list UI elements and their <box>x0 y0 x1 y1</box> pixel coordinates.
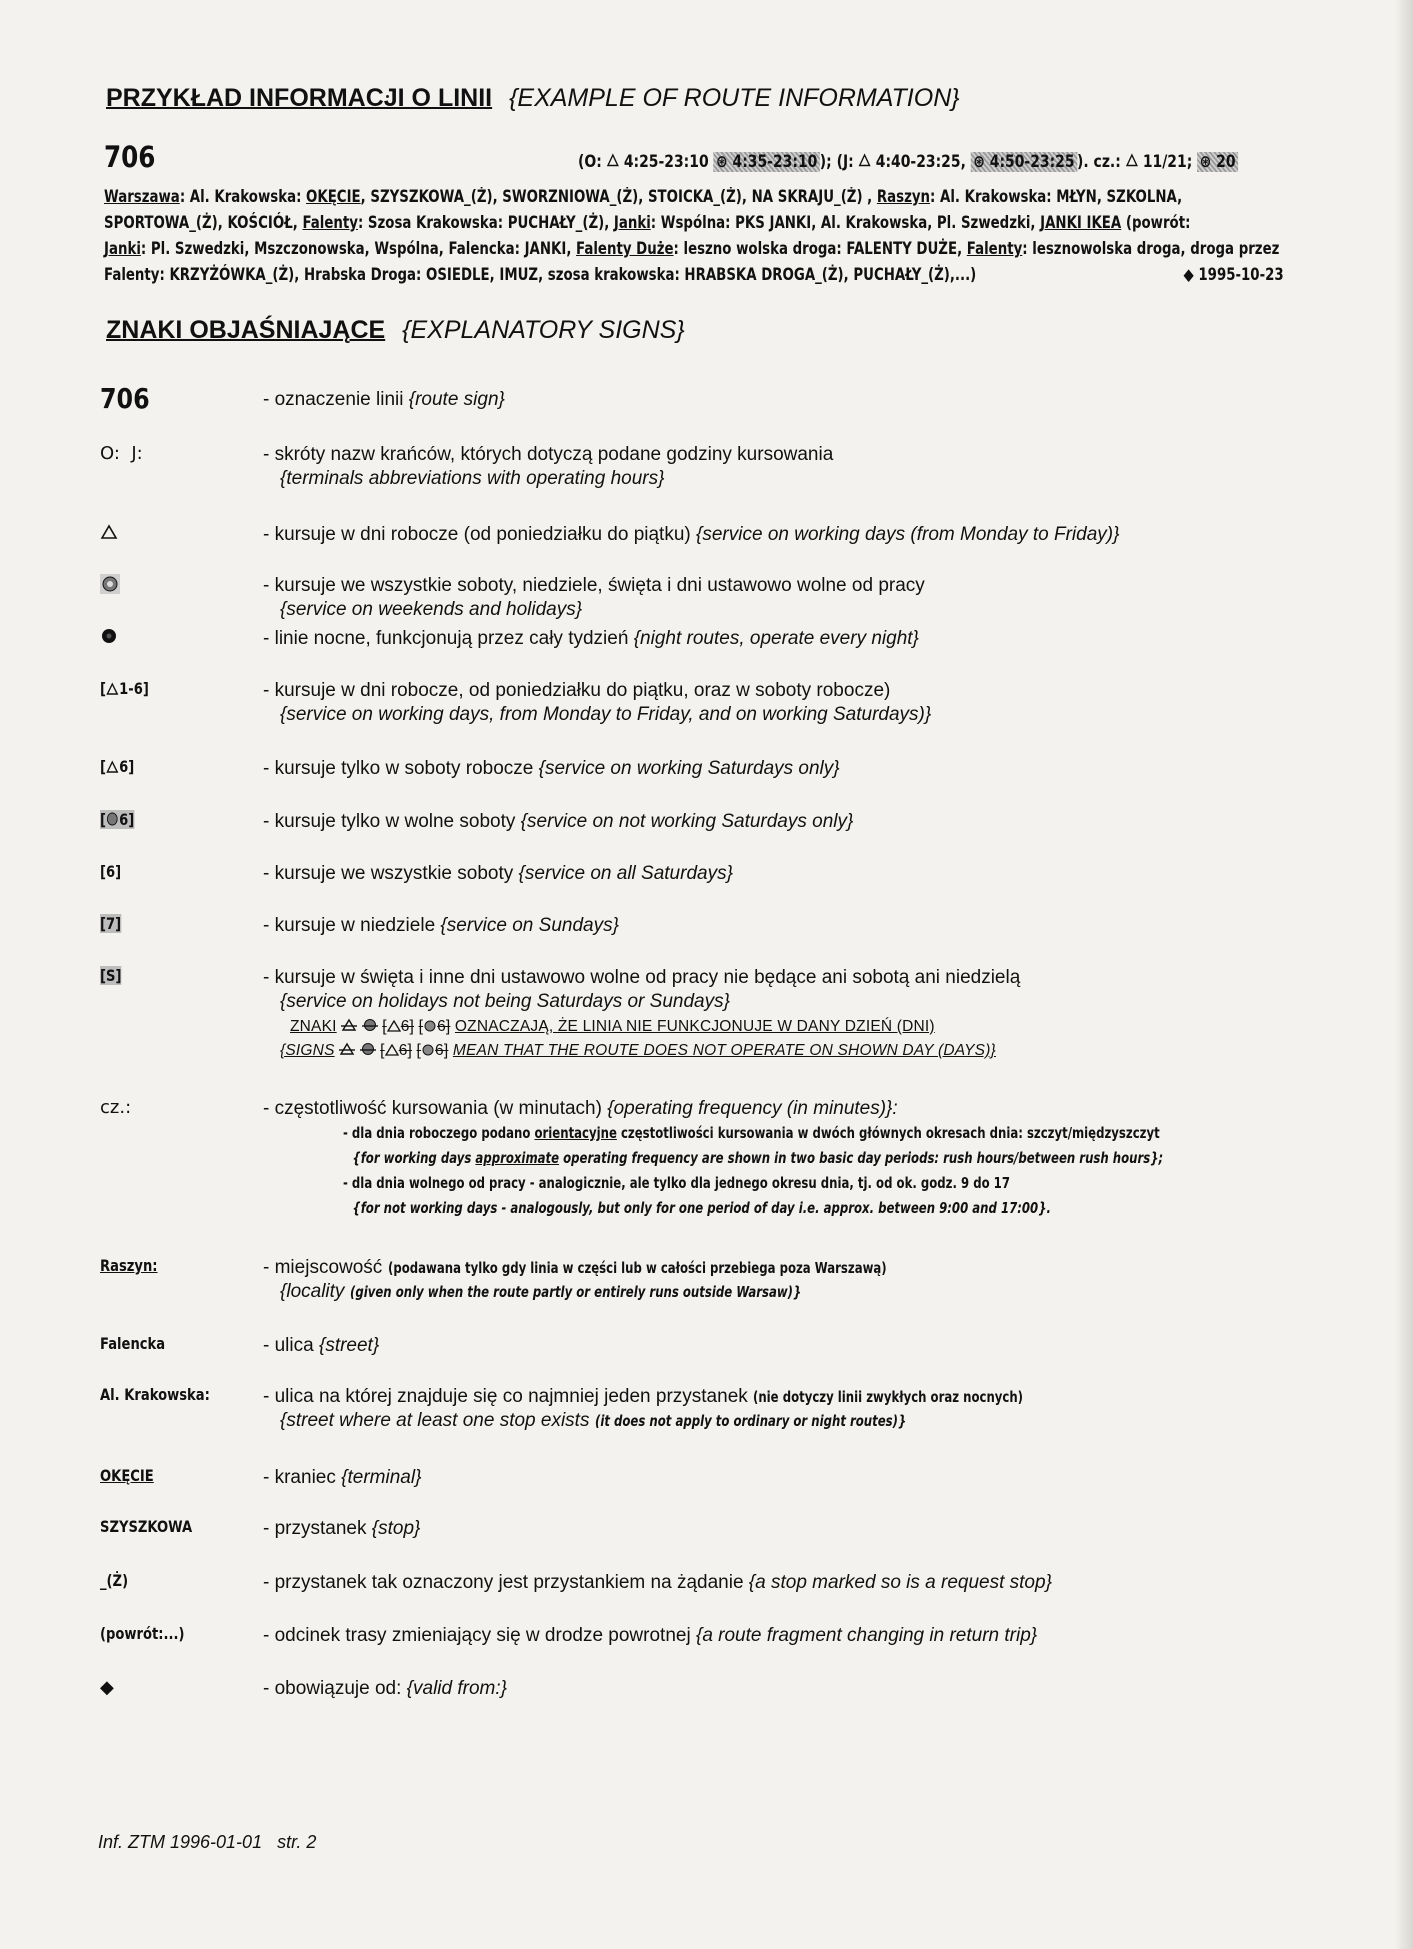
freq-wd: 11/21; <box>1142 152 1193 172</box>
freq-we-box: ⊛ 20 <box>1197 152 1238 172</box>
route-hours <box>578 152 1238 172</box>
desc-pl: - częstotliwość kursowania (w minutach) <box>263 1098 602 1119</box>
desc-en: {service on working days, from Monday to Friday, and on working Saturdays)} <box>280 704 932 725</box>
desc-pl: - skróty nazw krańców, których dotyczą podane godziny kursowania <box>263 444 834 465</box>
negation-text: {SIGNS <box>280 1042 335 1059</box>
desc-pl-note: (podawana tylko gdy linia w części lub w całości przebiega poza Warszawą) <box>387 1259 887 1277</box>
desc-en: {valid from:} <box>406 1678 507 1699</box>
frequency-detail-2 <box>343 1146 1163 1171</box>
desc-pl: - miejscowość <box>263 1257 383 1278</box>
desc-pl: - kraniec <box>263 1467 336 1488</box>
legend-desc <box>263 523 1119 547</box>
signs-heading-en: {EXPLANATORY SIGNS} <box>402 316 685 344</box>
locality-pl <box>263 1256 1027 1280</box>
legend-desc <box>263 1097 1395 1221</box>
legend-sign: [ 6] <box>100 810 135 829</box>
hours-we2: 4:50-23:25 <box>989 152 1075 172</box>
frequency-detail-3: - dla dnia wolnego od pracy - analogicznie, ale tylko dla jednego okresu dnia, tj. od ok. godz. 9 do 17 <box>343 1174 1010 1192</box>
desc-en: {terminal} <box>341 1467 422 1488</box>
desc-en: {night routes, operate every night} <box>633 628 919 649</box>
desc-pl: - kursuje w dni robocze, od poniedziałku do piątku, oraz w soboty robocze) <box>263 680 891 701</box>
legend-desc <box>263 966 1020 1063</box>
crossed-working-day-icon <box>341 1018 357 1032</box>
holiday-hours-2: ⊛ 4:50-23:25 <box>971 152 1077 172</box>
desc-pl: - kursuje w dni robocze (od poniedziałku do piątku) <box>263 524 691 545</box>
frequency-title <box>263 1097 1395 1121</box>
legend-desc <box>263 627 919 651</box>
hours-we1: 4:35-23:10 <box>732 152 818 172</box>
desc-en-note: (given only when the route partly or entirely runs outside Warsaw)} <box>349 1283 802 1301</box>
valid-from-date: ◆ 1995-10-23 <box>1183 265 1284 284</box>
locality-janki: Janki <box>613 213 651 232</box>
desc-en: {route sign} <box>408 389 505 410</box>
locality-falenty: Falenty <box>966 239 1023 258</box>
neg-sign-a: [ <box>380 1042 385 1059</box>
night-route-icon <box>100 627 118 650</box>
legend-sign: Raszyn: <box>100 1256 158 1275</box>
legend-sign: OKĘCIE <box>100 1466 154 1485</box>
holiday-icon <box>100 574 120 599</box>
locality-falenty: Falenty <box>302 213 358 232</box>
route-text: : leszno wolska droga: FALENTY DUŻE, <box>673 239 967 258</box>
route-text: : Wspólna: PKS JANKI, Al. Krakowska, Pl. Szwedzki, <box>650 213 1041 232</box>
sign-text: 6] <box>119 757 135 776</box>
route-line-1 <box>104 184 1284 210</box>
desc-en: {service on holidays not being Saturdays or Sundays} <box>280 991 730 1012</box>
working-day-icon <box>859 152 871 172</box>
legend-desc <box>263 443 833 491</box>
frequency-details <box>263 1121 1395 1221</box>
route-text: , SZYSZKOWA_(Ż), SWORZNIOWA_(Ż), STOICKA_(Ż), NA SKRAJU_(Ż) , <box>360 187 877 206</box>
crossed-holiday-icon <box>362 1018 378 1032</box>
street-stop-pl <box>263 1385 1099 1409</box>
desc-en: {service on working Saturdays only} <box>538 758 840 779</box>
crossed-sign <box>380 1042 412 1059</box>
legend-sign: SZYSZKOWA <box>100 1517 193 1536</box>
route-text: : Szosa Krakowska: PUCHAŁY_(Ż), <box>357 213 614 232</box>
detail-text: {for working days <box>352 1149 476 1167</box>
working-day-icon <box>1126 152 1138 172</box>
desc-en: {service on working days (from Monday to Friday)} <box>696 524 1120 545</box>
desc-en: {service on weekends and holidays} <box>280 599 583 620</box>
hours-mid: ); (J: <box>819 152 854 172</box>
desc-pl: - oznaczenie linii <box>263 389 404 410</box>
route-line-2 <box>104 210 1284 236</box>
desc-pl: - linie nocne, funkcjonują przez cały tydzień <box>263 628 629 649</box>
desc-pl: - obowiązuje od: <box>263 1678 402 1699</box>
sign-text: 1-6] <box>119 679 149 698</box>
desc-en-note: (it does not apply to ordinary or night routes)} <box>594 1412 907 1430</box>
legend-sign: O: J: <box>100 443 143 464</box>
desc-en: {street where at least one stop exists <box>280 1410 590 1431</box>
legend-desc <box>263 574 925 622</box>
crossed-working-day-icon <box>339 1042 355 1056</box>
route-text: Falenty: KRZYŻÓWKA_(Ż), Hrabska Droga: OSIEDLE, IMUZ, szosa krakowska: HRABSKA DROGA_(Ż), PUCHAŁY_(Ż),...) <box>104 265 977 284</box>
negation-text: MEAN THAT THE ROUTE DOES NOT OPERATE ON SHOWN DAY (DAYS)} <box>452 1042 996 1059</box>
page-edge-shadow <box>1395 0 1413 1949</box>
desc-pl: - kursuje we wszystkie soboty <box>263 863 514 884</box>
desc-en: {operating frequency (in minutes)}: <box>607 1098 898 1119</box>
legend-desc <box>263 1517 420 1541</box>
legend-sign: [7] <box>100 914 122 933</box>
legend-desc <box>263 1385 1099 1433</box>
desc-en: {locality <box>280 1281 345 1302</box>
legend-sign: 706 <box>100 382 150 415</box>
legend-sign: Al. Krakowska: <box>100 1385 210 1404</box>
hours-wd2: 4:40-23:25, <box>875 152 966 172</box>
legend-sign: [ 6] <box>100 757 135 776</box>
desc-en: {service on Sundays} <box>440 915 619 936</box>
hours-open: (O: <box>578 152 602 172</box>
legend-desc <box>263 1334 379 1358</box>
negation-text: ZNAKI <box>290 1018 337 1035</box>
page-footer: Inf. ZTM 1996-01-01 str. 2 <box>98 1832 317 1852</box>
legend-sign: (powrót:...) <box>100 1624 185 1643</box>
desc-pl: - kursuje tylko w wolne soboty <box>263 811 516 832</box>
freq-we: 20 <box>1216 152 1236 172</box>
detail-text: orientacyjne <box>534 1124 617 1142</box>
legend-sign: [S] <box>100 966 122 985</box>
desc-en: {a stop marked so is a request stop} <box>748 1572 1052 1593</box>
negation-text: OZNACZAJĄ, ŻE LINIA NIE FUNKCJONUJE W DANY DZIEŃ (DNI) <box>454 1018 935 1035</box>
frequency-detail-1 <box>343 1121 1163 1146</box>
legend-desc <box>263 1256 1027 1304</box>
desc-pl: - kursuje w święta i inne dni ustawowo wolne od pracy nie będące ani sobotą ani niedzielą <box>263 967 1021 988</box>
desc-pl: - odcinek trasy zmieniający się w drodze powrotnej <box>263 1625 691 1646</box>
example-heading <box>106 84 960 113</box>
desc-pl: - kursuje we wszystkie soboty, niedziele, święta i dni ustawowo wolne od pracy <box>263 575 925 596</box>
terminal-janki-ikea: JANKI IKEA <box>1040 213 1122 232</box>
desc-pl: - kursuje tylko w soboty robocze <box>263 758 534 779</box>
diamond-icon: ◆ <box>100 1677 114 1698</box>
legend-desc <box>263 757 840 781</box>
frequency-detail-4: {for not working days - analogously, but only for one period of day i.e. approx. between 9:00 and 17:00}. <box>352 1199 1051 1217</box>
crossed-sign <box>419 1018 451 1035</box>
route-text: SPORTOWA_(Ż), KOŚCIÓŁ, <box>104 213 303 232</box>
legend-desc <box>263 1571 1052 1595</box>
desc-en: {street} <box>318 1335 380 1356</box>
hours-wd1: 4:25-23:10 <box>623 152 709 172</box>
working-day-icon <box>607 152 619 172</box>
desc-pl: - ulica <box>263 1335 314 1356</box>
legend-desc <box>263 810 853 834</box>
legend-sign: [ 1-6] <box>100 679 149 698</box>
desc-en: {a route fragment changing in return trip} <box>695 1625 1038 1646</box>
sign-text: 6] <box>119 810 135 829</box>
route-text: : lesznowolska droga, droga przez <box>1022 239 1280 258</box>
legend-desc <box>263 914 619 938</box>
legend-sign: _(Ż) <box>100 1571 129 1590</box>
signs-heading <box>106 316 685 345</box>
city-warszawa: Warszawa <box>104 187 180 206</box>
detail-text: approximate <box>475 1149 560 1167</box>
route-line-3 <box>104 236 1284 262</box>
example-heading-en: {EXAMPLE OF ROUTE INFORMATION} <box>509 84 960 112</box>
crossed-holiday-icon <box>360 1042 376 1056</box>
route-number: 706 <box>104 140 156 174</box>
street-stop-en <box>263 1409 1099 1433</box>
neg-sign-b: 6] <box>437 1018 451 1035</box>
legend-desc <box>263 679 931 727</box>
legend-sign: cz.: <box>100 1097 132 1118</box>
holiday-hours-1: ⊛ 4:35-23:10 <box>714 152 820 172</box>
negation-note-pl <box>263 1015 1020 1039</box>
neg-sign-a: [ <box>382 1018 387 1035</box>
neg-sign-a: [ <box>418 1018 424 1035</box>
crossed-sign <box>417 1042 449 1059</box>
negation-note-en <box>263 1039 1020 1063</box>
route-line-4 <box>104 262 1284 288</box>
desc-pl: - przystanek tak oznaczony jest przystankiem na żądanie <box>263 1572 744 1593</box>
route-text: : Al. Krakowska: MŁYN, SZKOLNA, <box>930 187 1183 206</box>
terminal-okecie: OKĘCIE <box>306 187 361 206</box>
legend-desc <box>263 862 733 886</box>
legend-sign: Falencka <box>100 1334 166 1353</box>
neg-sign-b: 6] <box>400 1018 415 1035</box>
detail-text: operating frequency are shown in two basic day periods: rush hours/between rush hours}; <box>559 1149 1164 1167</box>
crossed-sign <box>382 1018 414 1035</box>
locality-falenty-duze: Falenty Duże <box>576 239 674 258</box>
legend-desc <box>263 1466 421 1490</box>
route-text: : Pl. Szwedzki, Mszczonowska, Wspólna, Falencka: JANKI, <box>140 239 577 258</box>
desc-pl: - kursuje w niedziele <box>263 915 436 936</box>
example-heading-pl: PRZYKŁAD INFORMACJI O LINII <box>106 84 493 112</box>
hours-freq: ). cz.: <box>1077 152 1121 172</box>
desc-pl: - ulica na której znajduje się co najmniej jeden przystanek <box>263 1386 748 1407</box>
working-day-icon <box>100 523 118 546</box>
neg-sign-b: 6] <box>435 1042 449 1059</box>
desc-en: {service on not working Saturdays only} <box>520 811 854 832</box>
desc-pl-note: (nie dotyczy linii zwykłych oraz nocnych) <box>753 1388 1024 1406</box>
legend-desc <box>263 388 505 412</box>
desc-en: {stop} <box>371 1518 421 1539</box>
desc-pl: - przystanek <box>263 1518 367 1539</box>
locality-en <box>263 1280 1027 1304</box>
desc-en: {service on all Saturdays} <box>518 863 733 884</box>
desc-en: {terminals abbreviations with operating hours} <box>280 468 665 489</box>
locality-raszyn: Raszyn <box>876 187 931 206</box>
route-description <box>104 184 1284 288</box>
signs-heading-pl: ZNAKI OBJAŚNIAJĄCE <box>106 316 386 344</box>
route-text: : Al. Krakowska: <box>179 187 307 206</box>
neg-sign-a: [ <box>416 1042 422 1059</box>
legend-sign: [6] <box>100 862 122 881</box>
detail-text: - dla dnia roboczego podano <box>343 1124 535 1142</box>
route-text: (powrót: <box>1121 213 1191 232</box>
neg-sign-b: 6] <box>398 1042 413 1059</box>
locality-janki: Janki <box>104 239 141 258</box>
detail-text: częstotliwości kursowania w dwóch głównych okresach dnia: szczyt/międzyszczyt <box>616 1124 1160 1142</box>
legend-desc <box>263 1677 507 1701</box>
legend-desc <box>263 1624 1037 1648</box>
